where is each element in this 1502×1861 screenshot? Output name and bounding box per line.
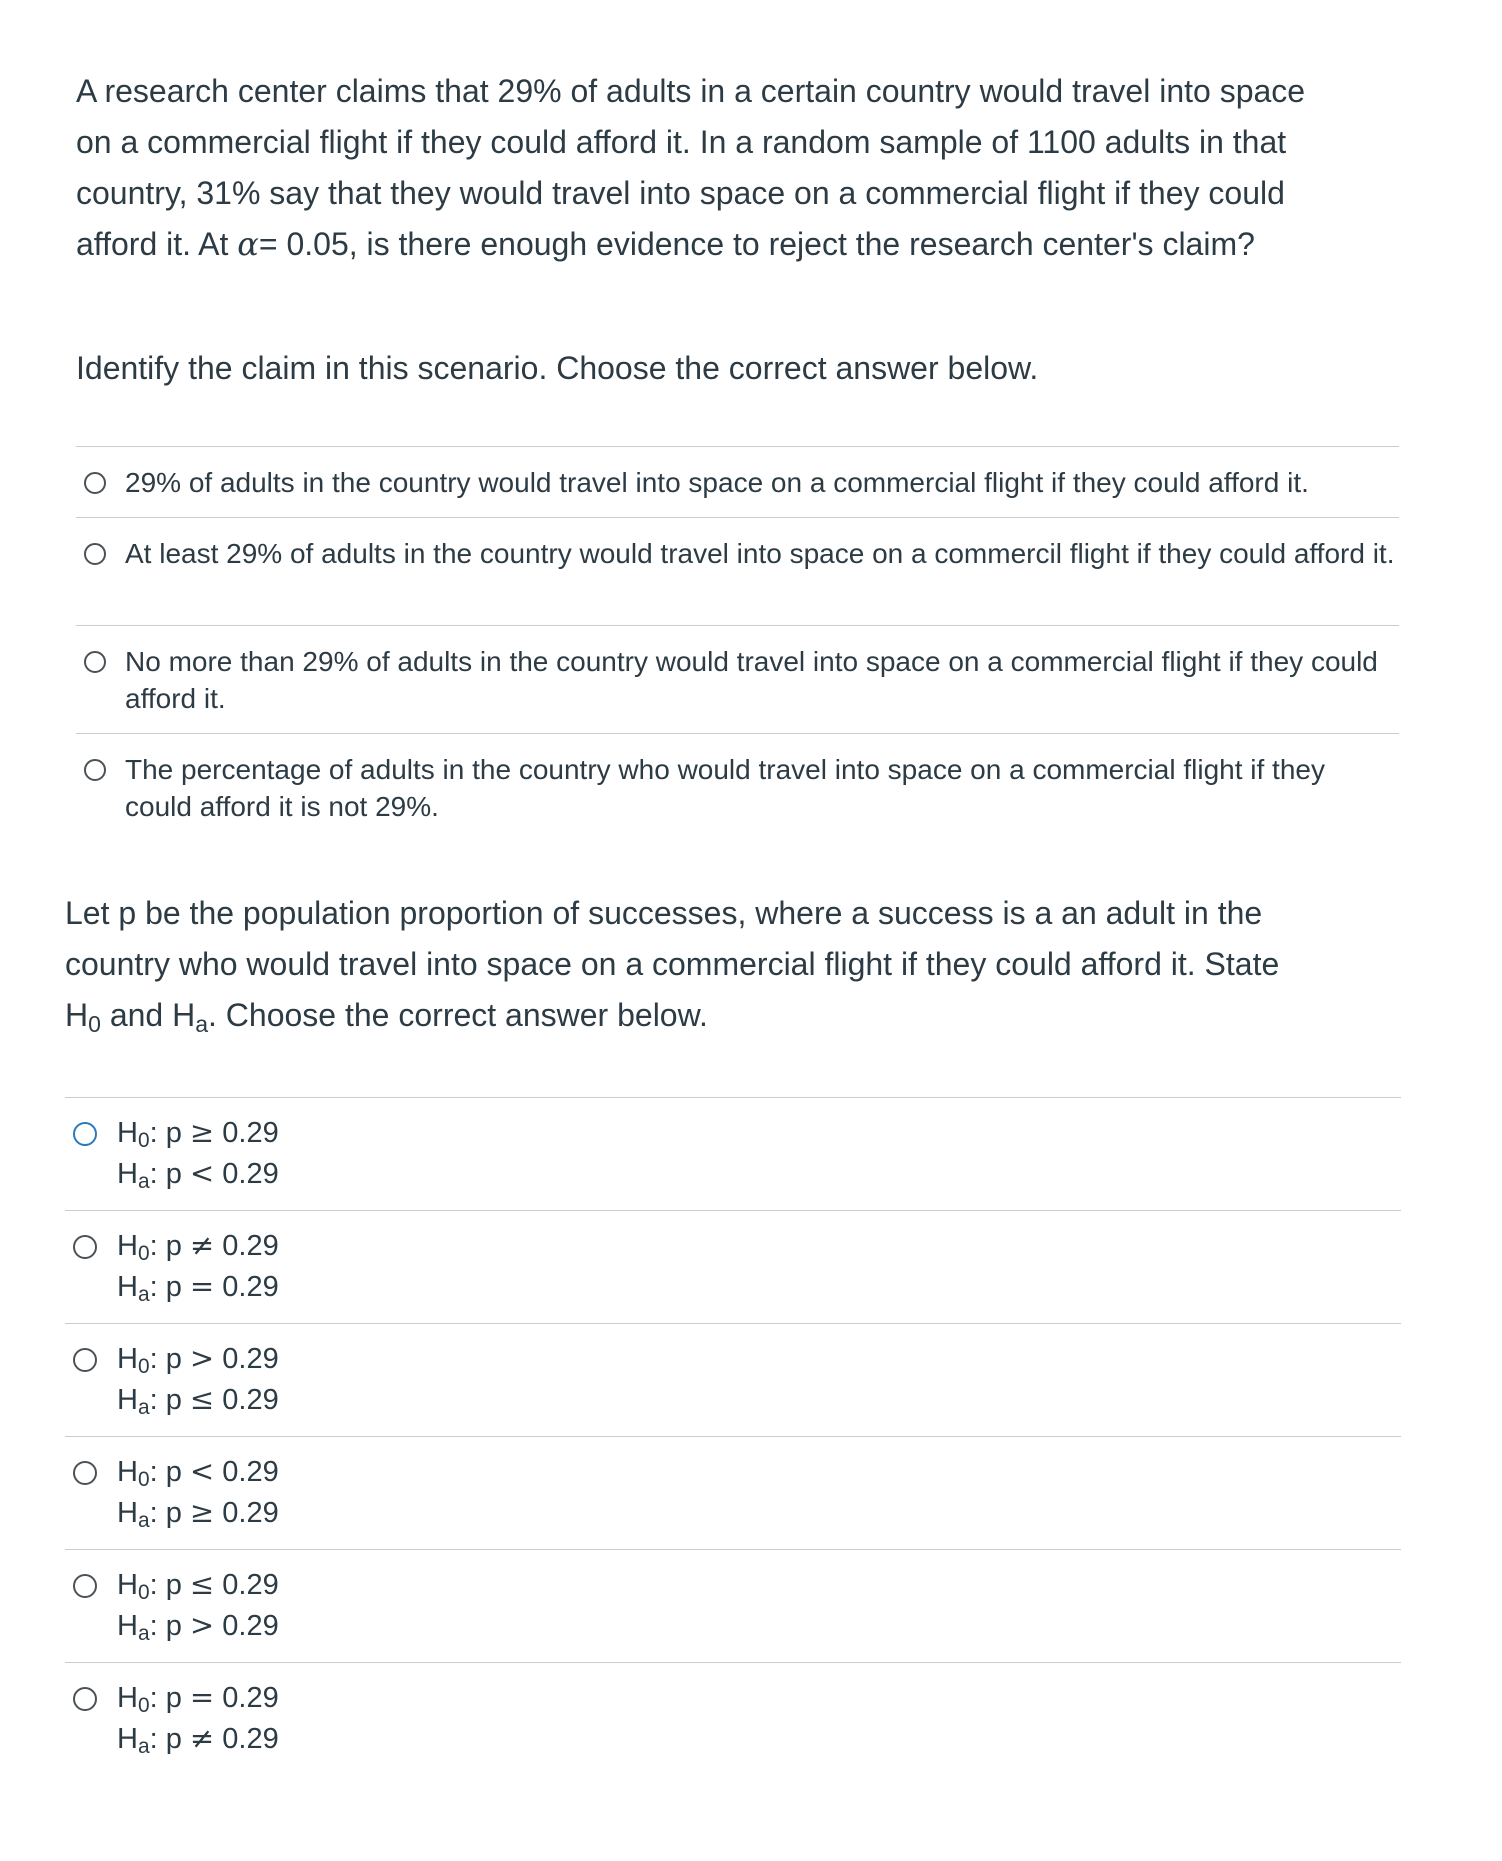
null-hypothesis: $H_0$: p < 0.29	[117, 1454, 279, 1492]
claim-option[interactable]	[76, 625, 1399, 733]
hypothesis-pair	[117, 1451, 1401, 1533]
problem-statement	[76, 66, 1416, 270]
hypothesis-pair	[117, 1677, 1401, 1759]
prompt-text: and	[100, 997, 173, 1033]
problem-line: A research center claims that 29% of adults in a certain country would travel into space	[76, 73, 1306, 109]
radio-button[interactable]	[84, 651, 106, 673]
problem-text: afford it. At	[76, 226, 238, 262]
hypothesis-pair	[117, 1338, 1401, 1420]
radio-button[interactable]	[73, 1235, 97, 1259]
problem-line: country, 31% say that they would travel into space on a commercial flight if they could	[76, 175, 1285, 211]
hypothesis-pair	[117, 1112, 1401, 1194]
null-hypothesis: $H_0$: p > 0.29	[117, 1341, 279, 1379]
radio-button[interactable]	[73, 1687, 97, 1711]
hypothesis-option[interactable]	[65, 1210, 1401, 1323]
hypothesis-pair	[117, 1564, 1401, 1646]
prompt-line	[65, 990, 1405, 1041]
option-label: 29% of adults in the country would travel into space on a commercial flight if they could afford it.	[125, 467, 1309, 498]
question-hypotheses-prompt	[65, 888, 1405, 1041]
prompt-text: . Choose the correct answer below.	[208, 997, 708, 1033]
question-claim-prompt: Identify the claim in this scenario. Choose the correct answer below.	[76, 350, 1039, 386]
hypothesis-pair	[117, 1225, 1401, 1307]
prompt-line: Let p be the population proportion of successes, where a success is a an adult in the	[65, 895, 1263, 931]
hypothesis-option[interactable]	[65, 1436, 1401, 1549]
claim-options	[76, 446, 1399, 841]
alternative-hypothesis: $H_a$: p ≠ 0.29	[117, 1721, 279, 1759]
null-hypothesis: $H_0$: p ≤ 0.29	[117, 1567, 279, 1605]
h-subscript: a	[195, 1010, 209, 1037]
prompt-line: country who would travel into space on a commercial flight if they could afford it. State	[65, 946, 1280, 982]
radio-button[interactable]	[73, 1574, 97, 1598]
h-letter: H	[172, 997, 196, 1033]
radio-button[interactable]	[73, 1461, 97, 1485]
alternative-hypothesis: $H_a$: p < 0.29	[117, 1156, 279, 1194]
alternative-hypothesis: $H_a$: p ≥ 0.29	[117, 1495, 279, 1533]
radio-button[interactable]	[73, 1122, 97, 1146]
option-label: The percentage of adults in the country who would travel into space on a commercial flight if they could afford it is not 29%.	[125, 754, 1325, 822]
radio-button[interactable]	[73, 1348, 97, 1372]
option-label: No more than 29% of adults in the country would travel into space on a commercial flight if they could afford it.	[125, 646, 1378, 714]
hypothesis-option[interactable]	[65, 1549, 1401, 1662]
problem-line: on a commercial flight if they could afford it. In a random sample of 1100 adults in that	[76, 124, 1287, 160]
radio-button[interactable]	[84, 759, 106, 781]
alternative-hypothesis: $H_a$: p = 0.29	[117, 1269, 279, 1307]
problem-text: = 0.05, is there enough evidence to reject the research center's claim?	[258, 226, 1255, 262]
claim-option[interactable]	[76, 446, 1399, 517]
claim-option[interactable]	[76, 733, 1399, 841]
h-letter: H	[65, 997, 89, 1033]
alternative-hypothesis: $H_a$: p > 0.29	[117, 1608, 279, 1646]
hypothesis-option[interactable]	[65, 1097, 1401, 1210]
radio-button[interactable]	[84, 543, 106, 565]
hypothesis-options	[65, 1097, 1401, 1775]
alpha-symbol: α	[237, 225, 259, 263]
hypothesis-option[interactable]	[65, 1662, 1401, 1775]
option-label: At least 29% of adults in the country would travel into space on a commercil flight if they could afford it.	[125, 538, 1395, 569]
radio-button[interactable]	[84, 472, 106, 494]
h-subscript: 0	[88, 1010, 101, 1037]
hypothesis-option[interactable]	[65, 1323, 1401, 1436]
alternative-hypothesis: $H_a$: p ≤ 0.29	[117, 1382, 279, 1420]
null-hypothesis: $H_0$: p ≥ 0.29	[117, 1115, 279, 1153]
null-hypothesis: $H_0$: p ≠ 0.29	[117, 1228, 279, 1266]
claim-option[interactable]	[76, 517, 1399, 625]
null-hypothesis: $H_0$: p = 0.29	[117, 1680, 279, 1718]
problem-line	[76, 219, 1416, 270]
